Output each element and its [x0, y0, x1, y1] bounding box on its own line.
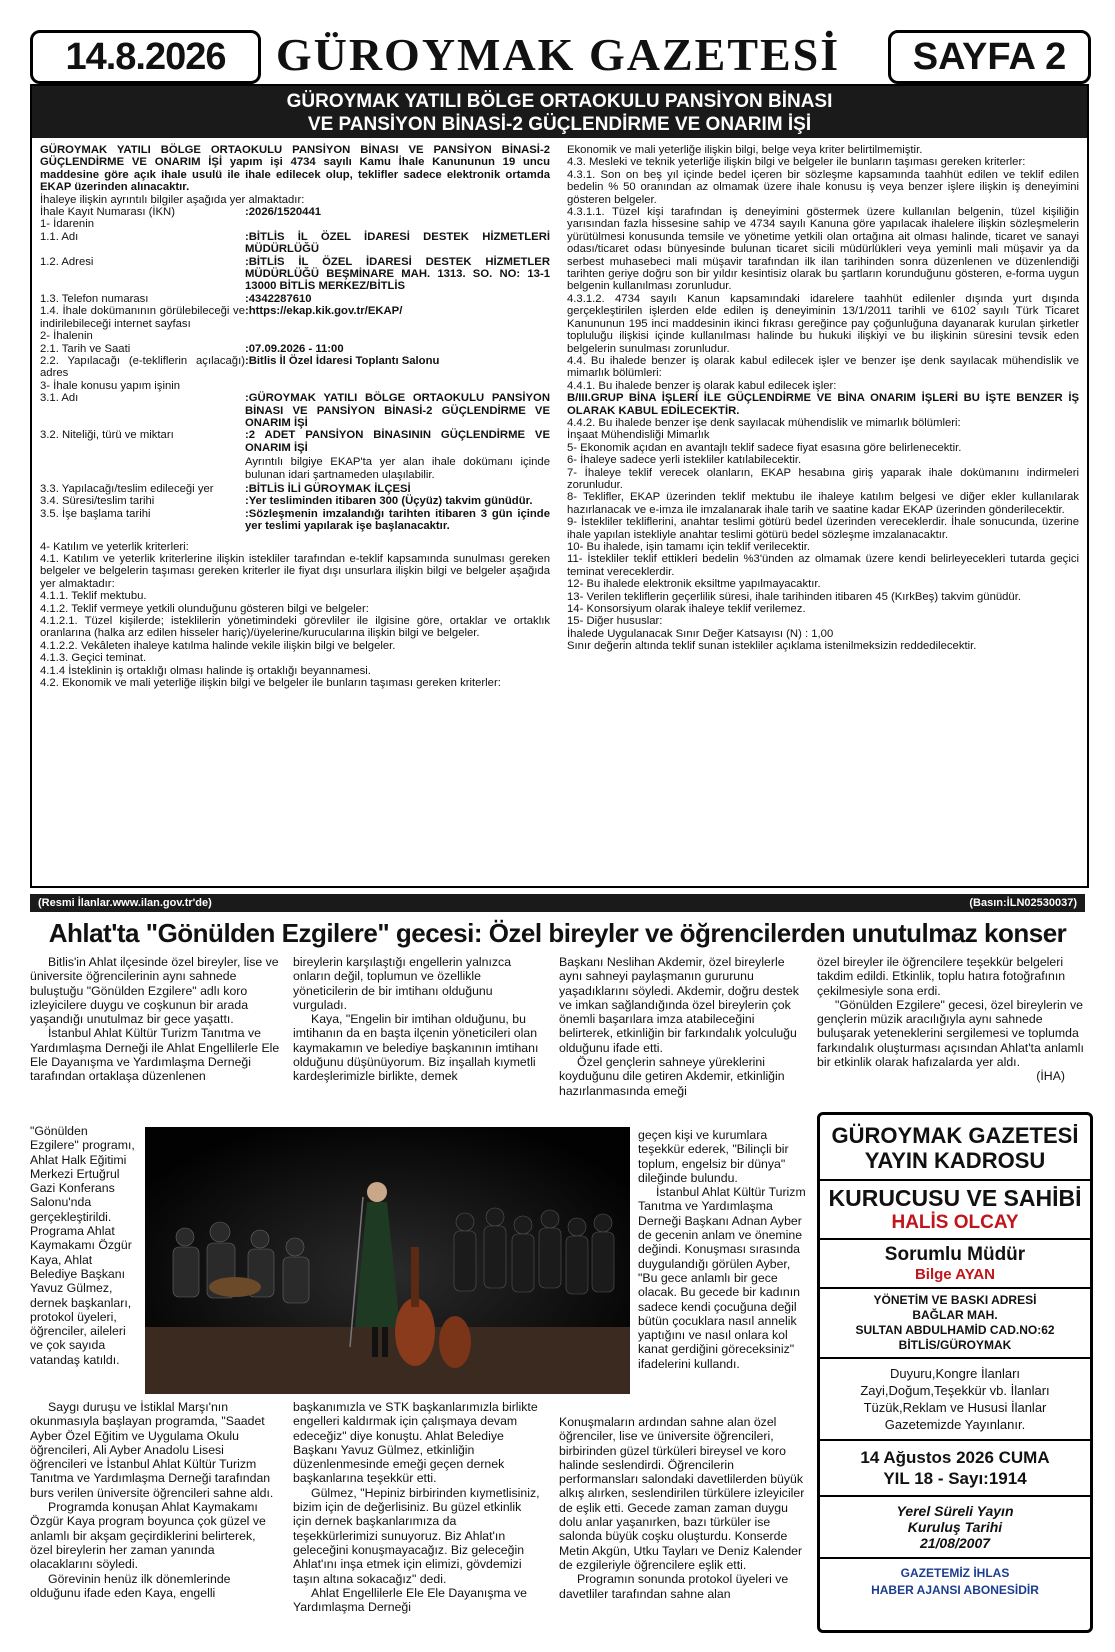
article-headline: Ahlat'ta "Gönülden Ezgilere" gecesi: Özel bireyler ve öğrencilerden unutulmaz konser: [48, 918, 1067, 948]
tender-criteria-item: 4.3. Mesleki ve teknik yeterliğe ilişkin bilgi ve belgeler ile bunların taşıması gereken kriterler:: [567, 156, 1026, 169]
tender-field-value: :https://ekap.kik.gov.tr/EKAP/: [245, 305, 403, 318]
agency-line2: HABER AJANSI ABONESİDİR: [871, 1583, 1039, 1597]
tender-criteria-item: 4.2. Ekonomik ve mali yeterliğe ilişkin bilgi ve belgeler ile bunların taşıması gereken kriterler:: [40, 677, 501, 690]
tender-criteria-item: İnşaat Mühendisliği Mimarlık: [567, 429, 710, 442]
tender-criteria-item: 4.1.2. Teklif vermeye yetkili olunduğunu gösteren bilgi ve belgeler:: [40, 602, 369, 615]
tender-field-label: 3.5. İşe başlama tarihi: [40, 507, 151, 520]
ads-section: [820, 1357, 1090, 1439]
tender-criteria-item: 4.3.1. Son on beş yıl içinde bedel içeren bir sözleşme kapsamında taahhüt edilen ve teklif edilen bedelin % 50 oranından az olmamak üzere ihale konusu iş veya benzer işlere ilişkin iş deneyimini gösteren belgeler.: [567, 168, 1079, 206]
article-paragraph: Saygı duruşu ve İstiklal Marşı'nın okunmasıyla başlayan programda, "Saadet Ayber Özel Eğitim ve Uygulama Okulu öğrencileri, Ali Ayber Anadolu Lisesi öğrencileri ve İstanbul Ahlat Kültür Turizm Tanıtma ve Yardımlaşma Derneği tarafından burs verilen üniversite öğrencileri sahne aldı.: [30, 1400, 274, 1500]
tender-field-value: [245, 330, 550, 342]
tender-field-note: Ayrıntılı bilgiye EKAP'ta yer alan ihale dokümanı içinde bulunan idari şartnameden ulaşılabilir.: [245, 456, 550, 481]
tender-field-value: :GÜROYMAK YATILI BÖLGE ORTAOKULU PANSİYON BİNASI VE PANSİYON BİNASİ-2 GÜÇLENDİRME VE ONARIM İŞİ: [245, 392, 550, 429]
tender-criteria-item: 4.4.2. Bu ihalede benzer işe denk sayılacak mühendislik ve mimarlık bölümleri:: [567, 416, 961, 429]
article-column-3-narrow: [638, 1128, 808, 1371]
concert-photo: [145, 1127, 630, 1394]
tender-field-label: 2- İhalenin: [40, 330, 93, 343]
tender-field-value: :2 ADET PANSİYON BİNASININ GÜÇLENDİRME VE ONARIM İŞİ: [245, 429, 550, 454]
tender-field-value: [245, 380, 550, 392]
article-paragraph: Başkanı Neslihan Akdemir, özel bireylerle aynı sahneyi paylaşmanın gururunu yaşadıklarını söyledi. Akdemir, doğru destek ve imkan sağlandığında özel bireylerin çok önemli başarılara imza atabileceğini belirterek, etkinliğin bir farkındalık yolculuğu olduğunu ifade etti.: [559, 955, 799, 1055]
article-paragraph: Programın sonunda protokol üyeleri ve davetliler tarafından sahne alan: [559, 1572, 789, 1601]
tender-field-label: 1.3. Telefon numarası: [40, 292, 149, 305]
address-label: YÖNETİM VE BASKI ADRESİ: [873, 1293, 1037, 1307]
tender-field-row: [40, 305, 550, 330]
tender-criteria-item: 4.4.1. Bu ihalede benzer iş olarak kabul edilecek işler:: [567, 379, 837, 392]
address-line1: BAĞLAR MAH.: [912, 1308, 998, 1322]
press-code: (Basın:İLN02530037): [969, 897, 1077, 909]
tender-criteria-item: 4.1.2.2. Vekâleten ihaleye katılma halinde vekile ilişkin bilgi ve belgeler.: [40, 639, 396, 652]
editor-label: Sorumlu Müdür: [884, 1244, 1026, 1265]
tender-field-label: 3.2. Niteliği, türü ve miktarı: [40, 429, 174, 442]
founder-name: HALİS OLCAY: [891, 1212, 1019, 1233]
periodic-section: [820, 1495, 1090, 1557]
tender-header: [32, 86, 1087, 138]
tender-criteria-item: 4.4. Bu ihalede benzer iş olarak kabul edilecek işler ve benzer işe denk sayılacak mühendislik ve mimarlık bölümleri:: [567, 354, 1079, 380]
article-paragraph: Özel gençlerin sahneye yüreklerini koyduğunu dile getiren Akdemir, etkinliğin hazırlanmasında emeği: [559, 1055, 785, 1098]
founding-date: 21/08/2007: [919, 1535, 991, 1551]
tender-field-row: [40, 330, 550, 342]
issue-date: 14.8.2026: [30, 30, 261, 84]
address-section: [820, 1287, 1090, 1357]
tender-footer: [30, 894, 1085, 912]
article-paragraph: özel bireyler ile öğrencilere teşekkür belgeleri takdim edildi. Etkinlik, toplu hatıra fotoğrafının çekilmesiyle sona erdi.: [817, 955, 1066, 998]
editorial-title-line2: YAYIN KADROSU: [864, 1148, 1046, 1173]
tender-field-value: :4342287610: [245, 292, 312, 305]
tender-field-row: [40, 218, 550, 230]
article-paragraph: "Gönülden Ezgilere" programı, Ahlat Halk Eğitimi Merkezi Ertuğrul Gazi Konferans Salonu'nda gerçekleştirildi. Programa Ahlat Kaymakamı Özgür Kaya, Ahlat Belediye Başkanı Yavuz Gülmez, dernek başkanları, protokol üyeleri, öğrenciler, aileleri ve çok sayıda vatandaş katıldı.: [30, 1124, 135, 1367]
tender-right-column: [567, 144, 1079, 653]
tender-field-row: [40, 429, 550, 454]
tender-field-row: [40, 231, 550, 256]
article-paragraph: İstanbul Ahlat Kültür Turizm Tanıtma ve Yardımlaşma Derneği Başkanı Adnan Ayber de gecenin anlam ve önemine değindi. Konuşması sırasında duygulandığı görülen Ayber, "Bu gece anlamlı bir gece olacak. Bu gecede bir kadının sadece kendi çocuğuna değil bütün çocuklara nasıl annelik yaptığını ve nasıl onlara kol kanat gerdiğini göreceksiniz" ifadelerini kullandı.: [638, 1185, 806, 1371]
tender-criteria-item: 9- İstekliler tekliflerini, anahtar teslimi götürü bedel üzerinden vereceklerdir. İhale sonucunda, üzerine ihale yapılan istekliyle anahtar teslimi götürü bedel sözleşme imzalanacaktır.: [567, 516, 1079, 541]
tender-left-column: [40, 144, 550, 689]
tender-criteria-item: 14- Konsorsiyum olarak ihaleye teklif verilemez.: [567, 603, 806, 616]
editor-name: Bilge AYAN: [914, 1266, 996, 1283]
article-paragraph: Görevinin henüz ilk dönemlerinde olduğunu ifade eden Kaya, engelli: [30, 1571, 231, 1600]
ads-text: Duyuru,Kongre İlanları Zayi,Doğum,Teşekkür vb. İlanları Tüzük,Reklam ve Hususi İlanlar Gazetemizde Yayınlanır.: [860, 1366, 1050, 1432]
tender-criteria: [40, 541, 550, 690]
concert-photo-illustration: [145, 1127, 630, 1394]
agency-line1: GAZETEMİZ İHLAS: [900, 1566, 1010, 1580]
tender-field-label: 1.2. Adresi: [40, 255, 94, 268]
tender-field-value: :Sözleşmenin imzalandığı tarihten itibaren 3 gün içinde yer teslimi yapılarak işe başlanacaktır.: [245, 507, 550, 533]
agency-section: [820, 1557, 1090, 1605]
tender-criteria-item: B/III.GRUP BİNA İŞLERİ İLE GÜÇLENDİRME VE BİNA ONARIM İŞLERİ BU İŞTE BENZER İŞ OLARAK KABUL EDİLECEKTİR.: [567, 392, 1079, 417]
tender-field-value: [245, 218, 550, 230]
tender-field-label: 3.4. Süresi/teslim tarihi: [40, 495, 155, 508]
tender-criteria-item: 8- Teklifler, EKAP üzerinden teklif mektubu ile ihaleye katılım belgesi ve diğer ekler kullanılarak hazırlanacak ve e-imza ile imzalanarak ihale tarih ve saatine kadar EKAP üzerinden gönderilecektir.: [567, 491, 1079, 516]
article-column-1-top: [30, 955, 280, 1084]
tender-criteria-item: 4.3.1.1. Tüzel kişi tarafından iş deneyimini göstermek üzere kullanılan belgenin, tüzel kişiliğin yarısından fazla hissesine sahip ve 4734 sayılı Kanuna göre yapılacak ihalelere ilişkin sözleşmelerin yürütülmesi konusunda temsile ve yönetime yetkili olan ortağına ait olması halinde, ticaret ve sanayi odası/ticaret odası bünyesinde bulunan ticaret sicili müdürlükleri veya yeminli mali müşavir ya da serbest muhasebeci mali müşavir tarafından ilk ilan tarihinden sonra düzenlenen ve düzenlendiği tarihten geriye doğru son bir yıldır kesintisiz olarak bu şartların korunduğunu gösteren, e-forma uygun belgenin kullanılması zorunludur.: [567, 206, 1079, 293]
tender-criteria-item: 11- İstekliler teklif ettikleri bedelin %3'ünden az olmamak üzere kendi belirleyecekleri tutarda geçici teminat vereceklerdir.: [567, 553, 1079, 578]
tender-field-label: 3.1. Adı: [40, 392, 79, 405]
tender-field-row: [40, 355, 550, 380]
tender-criteria-item: 4.1. Katılım ve yeterlik kriterlerine ilişkin istekliler tarafından e-teklif kapsamında sunulması gereken belgeler ve belgelerin taşıması gereken kriterler ile fiyat dışı unsurlara ilişkin bilgi ve belgeler aşağıda yer almaktadır:: [40, 553, 550, 590]
article-paragraph: başkanımızla ve STK başkanlarımızla birlikte engelleri kaldırmak için çalışmaya devam edeceğiz" diye konuştu. Ahlat Belediye Başkanı Yavuz Gülmez, etkinliğin düzenlenmesinde emeği geçen dernek başkanlarına teşekkür etti.: [293, 1400, 538, 1486]
page-number: SAYFA 2: [888, 30, 1091, 84]
founder-section: [820, 1179, 1090, 1238]
tender-notice: [30, 84, 1089, 888]
tender-fields-2: [40, 483, 550, 533]
article-column-1-bottom: [30, 1400, 280, 1600]
issue-date-long: 14 Ağustos 2026 CUMA: [860, 1448, 1050, 1467]
address-line2: SULTAN ABDULHAMİD CAD.NO:62: [855, 1323, 1055, 1337]
article-paragraph: İstanbul Ahlat Kültür Turizm Tanıtma ve Yardımlaşma Derneği ile Ahlat Engellilerle Ele Ele Dayanışma ve Yardımlaşma Derneği tarafından ortaklaşa düzenlenen: [30, 1026, 280, 1084]
tender-criteria-item: 10- Bu ihalede, işin tamamı için teklif verilecektir.: [567, 541, 810, 553]
tender-field-label: 1.4. İhale dokümanının görülebileceği ve indirilebileceği internet sayfası: [40, 305, 245, 330]
article-column-4: [817, 955, 1085, 1084]
article-paragraph: Kaya, "Engelin bir imtihan olduğunu, bu imtihanın da en başta ilçenin yöneticileri olan kaymakamın ve belediye başkanının imtihanı olduğunu düşünüyorum. Biz inşallah kıymetli kardeşlerimizle birlikte, demek: [293, 1012, 539, 1084]
official-ads-link[interactable]: (Resmi İlanlar.www.ilan.gov.tr'de): [38, 897, 212, 909]
tender-field-value: :Yer tesliminden itibaren 300 (Üçyüz) takvim günüdür.: [245, 495, 533, 508]
article-paragraph: Gülmez, "Hepiniz birbirinden kıymetlisiniz, bizim için de değerlisiniz. Bu güzel etkinlik için dernek başkanlarımıza da teşekkürlerimizi sunuyoruz. Biz Ahlat'ın geleceğini konuşmayacağız. Biz geleceğin Ahlat'ını inşa etmek için elimizi, gövdemizi taşın altına sokacağız" dedi.: [293, 1485, 540, 1586]
tender-criteria-item: 6- İhaleye sadece yerli istekliler katılabilecektir.: [567, 454, 802, 467]
founder-label: KURUCUSU VE SAHİBİ: [828, 1185, 1082, 1211]
tender-criteria-item: 12- Bu ihalede elektronik eksiltme yapılmayacaktır.: [567, 578, 821, 591]
tender-field-row: [40, 483, 550, 495]
tender-field-row: [40, 392, 550, 429]
article-column-3-bottom: [559, 1415, 809, 1601]
article-column-1-narrow: [30, 1124, 138, 1367]
article-paragraph: geçen kişi ve kurumlara teşekkür ederek, "Bilinçli bir toplum, engelsiz bir dünya" dileğinde bulundu.: [638, 1128, 789, 1185]
editorial-title: [820, 1115, 1090, 1173]
article-paragraph: bireylerin karşılaştığı engellerin yalnızca onların değil, toplumun ve özellikle yöneticilerin de bir imtihanı olduğunu vurguladı.: [293, 955, 512, 1012]
tender-field-label: İhale Kayıt Numarası (İKN): [40, 206, 175, 219]
tender-field-row: [40, 256, 550, 293]
article-paragraph: Konuşmaların ardından sahne alan özel öğrenciler, lise ve üniversite öğrencileri, birbirinden güzel türküleri bireysel ve koro halinde seslendirdi. Öğrencilerin performansları salondaki davetlilerden büyük alkış alırken, seslendirilen türkülere izleyiciler de eşlik etti. Gecede zaman zaman duygu dolu anlar yaşanırken, bazı türküler ise salonda büyük coşku oluşturdu. Konserde Metin Akgün, Utku Tayları ve Deniz Kalender de ezgileriyle öğrencilere eşlik etti.: [559, 1415, 805, 1572]
founding-label: Kuruluş Tarihi: [907, 1519, 1003, 1535]
tender-fields: [40, 206, 550, 454]
periodic-label: Yerel Süreli Yayın: [896, 1503, 1014, 1519]
tender-field-label: 1.1. Adı: [40, 230, 79, 243]
editorial-box: [817, 1112, 1093, 1633]
tender-header-line1: GÜROYMAK YATILI BÖLGE ORTAOKULU PANSİYON BİNASI: [286, 91, 833, 112]
article-paragraph: Bitlis'in Ahlat ilçesinde özel bireyler, lise ve üniversite öğrencilerinin aynı sahnede buluştuğu "Gönülden Ezgilere" adlı koro izleyicilere duygu ve coşkunun bir arada yaşandığı unutulmaz bir gece yaşattı.: [30, 955, 279, 1027]
tender-criteria-item: Sınır değerin altında teklif sunan istekliler açıklama istenilmeksizin reddedilecektir.: [567, 640, 977, 653]
issue-section: [820, 1439, 1090, 1495]
address-line3: BİTLİS/GÜROYMAK: [898, 1338, 1012, 1352]
tender-field-row: [40, 206, 550, 218]
article-paragraph: Ahlat Engellilerle Ele Ele Dayanışma ve Yardımlaşma Derneği: [293, 1585, 527, 1615]
tender-field-row: [40, 380, 550, 392]
article-column-3-top: [559, 955, 809, 1098]
tender-criteria-item: Ekonomik ve mali yeterliğe ilişkin bilgi, belge veya kriter belirtilmemiştir.: [567, 144, 923, 156]
tender-field-label: 3.3. Yapılacağı/teslim edileceği yer: [40, 482, 214, 495]
tender-criteria-item: 4.1.4 İsteklinin iş ortaklığı olması halinde iş ortaklığı beyannamesi.: [40, 664, 371, 677]
tender-criteria-item: 4.3.1.2. 4734 sayılı Kanun kapsamındaki idarelere taahhüt edilenler dışında yurt dışında gerçekleştirilen işlerden elde edilen iş deneyiminin 13/1/2011 tarihli ve 6102 sayılı Türk Ticaret Kanununun 195 inci maddesinin ikinci fıkrası gereğince pay çoğunluğuna dayanarak kurulan şirketler topluluğu ilişkisi içinde kullanılması halinde bu hukuki ilişkiyi ve bu ilişkinin süresini tevsik eden belgelerin sunulması zorunludur.: [567, 292, 1079, 355]
tender-criteria-item: 4.1.3. Geçici teminat.: [40, 652, 147, 665]
article-source: (İHA): [1036, 1069, 1065, 1084]
tender-field-row: [40, 293, 550, 305]
tender-intro: GÜROYMAK YATILI BÖLGE ORTAOKULU PANSİYON BİNASI VE PANSİYON BİNASİ-2 GÜÇLENDİRME VE ONARIM İŞİ yapım işi 4734 sayılı Kamu İhale Kanununun 19 uncu maddesine göre açık ihale usulü ile ihale edilecek olup, teklifler sadece elektronik ortamda EKAP üzerinden alınacaktır.: [40, 144, 550, 194]
tender-criteria-item: 13- Verilen tekliflerin geçerlilik süresi, ihale tarihinden itibaren 45 (KırkBeş) takvim günüdür.: [567, 590, 1021, 603]
tender-field-label: 3- İhale konusu yapım işinin: [40, 379, 181, 392]
tender-field-value: :BİTLİS İLİ GÜROYMAK İLÇESİ: [245, 482, 411, 495]
newspaper-title: GÜROYMAK GAZETESİ: [275, 28, 841, 80]
tender-header-line2: VE PANSİYON BİNASİ-2 GÜÇLENDİRME VE ONARIM İŞİ: [307, 114, 812, 135]
tender-field-value: :07.09.2026 - 11:00: [245, 342, 344, 355]
article-paragraph: "Gönülden Ezgilere" gecesi, özel bireylerin ve gençlerin müzik aracılığıyla aynı sahnede buluşarak yeteneklerini sergilemesi ve toplumda farkındalık oluşturması açısından Ahlat'ta anlamlı bir etkinlik olarak hafızalarda yer aldı.: [817, 997, 1084, 1070]
article-column-2-top: [293, 955, 543, 1084]
issue-number: YIL 18 - Sayı:1914: [883, 1469, 1027, 1488]
tender-field-row: [40, 508, 550, 533]
tender-field-value: :Bitlis İl Özel İdaresi Toplantı Salonu: [245, 354, 440, 367]
tender-field-label: 2.2. Yapılacağı (e-tekliflerin açılacağı) adres: [40, 354, 245, 380]
tender-field-row: [40, 495, 550, 507]
tender-field-value: :2026/1520441: [245, 206, 322, 219]
tender-field-value: :BİTLİS İL ÖZEL İDARESİ DESTEK HİZMETLERİ MÜDÜRLÜĞÜ: [245, 230, 550, 256]
tender-field-label: 1- İdarenin: [40, 218, 95, 231]
tender-field-row: [40, 343, 550, 355]
article-paragraph: Programda konuşan Ahlat Kaymakamı Özgür Kaya program boyunca çok güzel ve anlamlı bir akşam geçirdiklerini belirterek, özel bireylerin her zaman yanında olacaklarını söyledi.: [30, 1500, 266, 1572]
tender-criteria-item: İhalede Uygulanacak Sınır Değer Katsayısı (N) : 1,00: [567, 627, 834, 640]
editorial-title-line1: GÜROYMAK GAZETESİ: [831, 1123, 1079, 1148]
tender-criteria-item: 4- Katılım ve yeterlik kriterleri:: [40, 540, 189, 553]
tender-criteria-item: 5- Ekonomik açıdan en avantajlı teklif sadece fiyat esasına göre belirlenecektir.: [567, 441, 962, 454]
tender-criteria-item: 4.1.2.1. Tüzel kişilerde; isteklilerin yönetimindeki görevliler ile ilgisine göre, ortaklar ve ortaklık oranlarına (halka arz edilen hisseler hariç)/üyelerine/kurucularına ilişkin bilgi ve belgeler.: [40, 615, 550, 640]
tender-field-value: :BİTLİS İL ÖZEL İDARESİ DESTEK HİZMETLER MÜDÜRLÜĞÜ BEŞMİNARE MAH. 1313. SO. NO: 13-1 13000 BİTLİS MERKEZ/BİTLİS: [245, 255, 550, 293]
tender-criteria-item: 7- İhaleye teklif verecek olanların, EKAP hesabına giriş yaparak ihale dokümanını indirmeleri zorunludur.: [567, 466, 1079, 491]
tender-intro-note: İhaleye ilişkin ayrıntılı bilgiler aşağıda yer almaktadır:: [40, 193, 305, 206]
tender-criteria-item: 15- Diğer hususlar:: [567, 615, 663, 628]
tender-field-label: 2.1. Tarih ve Saati: [40, 342, 131, 355]
editor-section: [820, 1238, 1090, 1287]
tender-criteria-item: 4.1.1. Teklif mektubu.: [40, 590, 147, 603]
article-column-2-bottom: [293, 1400, 543, 1614]
